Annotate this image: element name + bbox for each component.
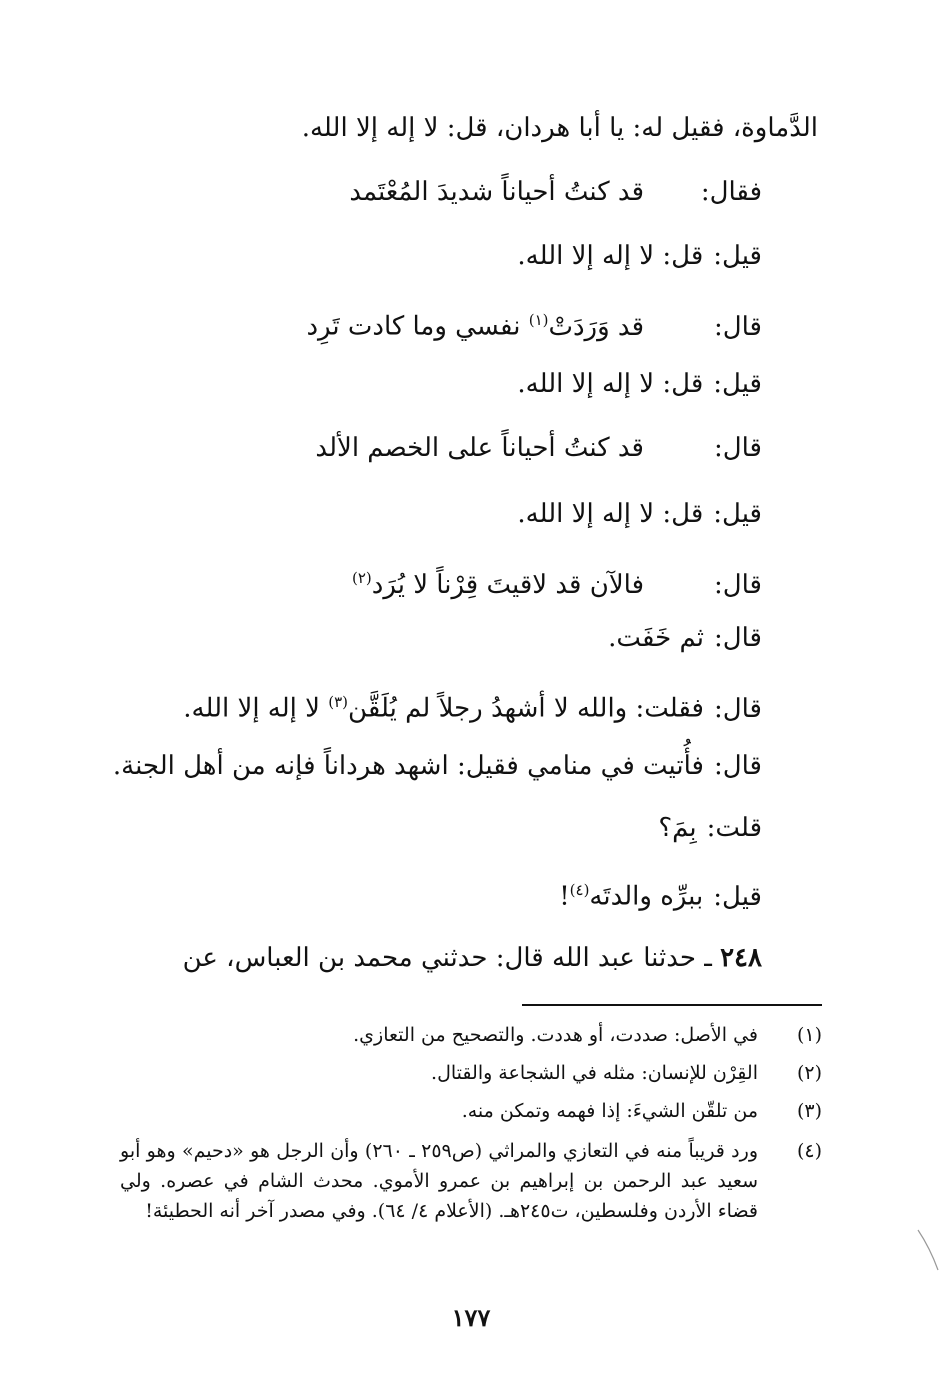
dialogue-speaker: قلت: [706,813,762,843]
footnote-number: (٣) [796,1100,822,1122]
dialogue-text: ثم خَفَت. [608,623,704,653]
dialogue-text: ببرِّه والدتَه [589,881,704,912]
dialogue-text: قل: لا إله إلا الله. [517,369,704,399]
dialogue-text: فقلت: والله لا أشهدُ رجلاً لم يُلَقَّن [348,693,704,724]
dialogue-line [113,746,762,786]
dialogue-text: قد كنتُ أحياناً على الخصم الألد [315,433,644,463]
entry-number: ٢٤٨ [720,943,762,973]
dialogue-text: قل: لا إله إلا الله. [517,499,704,529]
dialogue-speaker: قيل: [713,499,762,529]
footnote-number: (٤) [796,1140,822,1162]
footnote-number: (١) [796,1024,822,1046]
footnote-text: ورد قريباً منه في التعازي والمراثي (ص٢٥٩ ـ ٢٦٠) وأن الرجل هو «دحيم» وهو أبو سعيد عبد الرحمن بن إبراهيم بن عمرو الأموي. محدث الشام في عصره. ولي قضاء الأردن وفلسطين، ت٢٤٥هـ. (الأعلام ٤/ ٦٤). وفي مصدر آخر أنه الحطيئة! [120,1140,758,1222]
page-number: ١٧٧ [451,1303,491,1332]
dialogue-line [517,494,762,534]
dialogue-line [352,558,762,605]
dialogue-speaker: قال: [713,693,762,724]
dialogue-line [559,870,762,917]
dialogue-text: قد وَرَدَتْ [548,311,644,342]
footnote-ref: (٢) [351,569,372,587]
entry-248 [120,938,762,978]
dialogue-line [306,300,762,347]
margin-scratch-mark [916,1228,940,1272]
dialogue-text: قل: لا إله إلا الله. [517,241,704,271]
dialogue-line [517,236,762,276]
dialogue-speaker: قال: [713,623,762,653]
dialogue-speaker: قال: [713,311,762,342]
dialogue-text: فأُتيت في منامي فقيل: اشهد هرداناً فإنه من أهل الجنة. [112,751,704,781]
dialogue-line [608,618,762,658]
dialogue-line [315,428,762,468]
dialogue-line [517,364,762,404]
footnote-number: (٢) [796,1062,822,1084]
dialogue-text-after: ! [559,881,570,912]
dialogue-speaker: قيل: [713,881,762,912]
dialogue-speaker: قيل: [713,369,762,399]
dialogue-speaker: قيل: [713,241,762,271]
footnote-ref: (٣) [328,693,349,711]
footnote-divider [522,1004,822,1006]
dialogue-speaker: فقال: [700,177,762,207]
footnote-text: القِرْن للإنسان: مثله في الشجاعة والقتال. [431,1062,758,1084]
dialogue-line [658,808,762,848]
dialogue-line [183,682,762,729]
dialogue-speaker: قال: [713,569,762,600]
dialogue-speaker: قال: [713,751,762,781]
dialogue-text-after: نفسي وما كادت تَرِد [306,311,529,342]
footnote-ref: (١) [528,311,549,329]
dialogue-text: فالآن قد لاقيتَ قِرْناً لا يُرَد [371,569,644,600]
footnote [120,1058,822,1088]
entry-text: ـ حدثنا عبد الله قال: حدثني محمد بن العباس، عن [182,943,712,973]
dialogue-speaker: قال: [713,433,762,463]
footnote [120,1020,822,1050]
dialogue-text: بِمَ؟ [658,813,697,843]
footnote [120,1096,822,1126]
dialogue-line [349,172,762,212]
footnote [120,1136,822,1226]
dialogue-text: قد كنتُ أحياناً شديدَ المُعْتَمد [349,177,644,207]
footnote-text: من تلقّن الشيءَ: إذا فهمه وتمكن منه. [461,1100,758,1122]
footnote-ref: (٤) [569,881,590,899]
dialogue-text-after: لا إله إلا الله. [183,693,329,724]
body-line-1: الدَّماوة، فقيل له: يا أبا هردان، قل: لا إله إلا الله. [301,113,818,143]
footnote-text: في الأصل: صددت، أو هددت. والتصحيح من التعازي. [353,1024,758,1046]
